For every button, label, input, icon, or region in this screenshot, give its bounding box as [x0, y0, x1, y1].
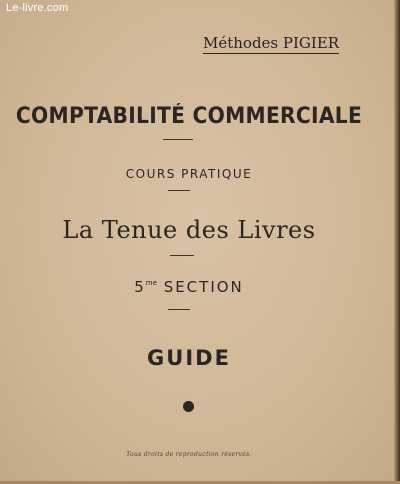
document-title: COMPTABILITÉ COMMERCIALE: [15, 104, 363, 129]
rights-notice: Tous droits de reproduction réservés.: [126, 451, 252, 458]
divider-rule: [163, 139, 193, 140]
section-label: SECTION: [163, 278, 244, 296]
series-label: Méthodes PIGIER: [203, 34, 340, 52]
page-edge: [394, 0, 400, 484]
divider-rule: [170, 255, 194, 256]
site-watermark: Le-livre.com: [6, 2, 69, 14]
main-title: La Tenue des Livres: [62, 216, 316, 244]
section-number: 5: [134, 278, 146, 296]
section-heading: [0, 278, 378, 296]
divider-rule: [168, 190, 190, 191]
divider-rule: [168, 309, 190, 310]
section-ordinal-suffix: me: [145, 279, 157, 287]
ornament-dot-icon: [183, 401, 194, 412]
guide-heading: GUIDE: [147, 346, 231, 370]
document-subtitle: COURS PRATIQUE: [125, 167, 253, 181]
